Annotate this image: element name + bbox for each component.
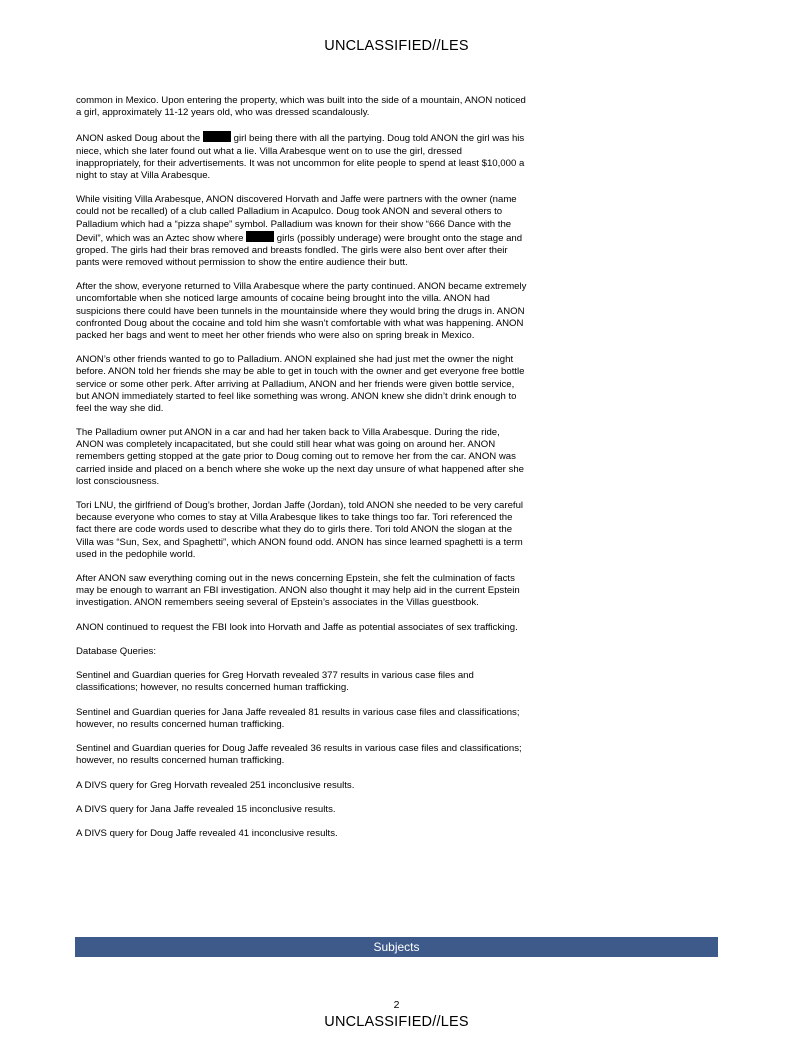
paragraph-4: After the show, everyone returned to Villa Arabesque where the party continued. ANON became extremely uncomfortable when she noticed large amounts of cocaine being brought into the villa. ANON had suspicions there could have been tunnels in the mountainside where they would bring the drugs in. ANON confronted Doug about the cocaine and told him she wasn’t comfortable with what was happening. ANON packed her bags and went to meet her other friends who were also on spring break in Mexico. (76, 281, 527, 341)
query-result-horvath-sentinel: Sentinel and Guardian queries for Greg Horvath revealed 377 results in various case files and classifications; however, no results concerned human trafficking. (76, 670, 474, 694)
classification-header: UNCLASSIFIED//LES (324, 38, 469, 54)
paragraph-2-text-a: ANON asked Doug about the (76, 133, 203, 145)
redaction-box (203, 131, 231, 142)
query-result-jana-divs: A DIVS query for Jana Jaffe revealed 15 inconclusive results. (76, 803, 336, 815)
database-queries-heading: Database Queries: (76, 645, 156, 657)
query-result-jana-sentinel: Sentinel and Guardian queries for Jana Jaffe revealed 81 results in various case files and classifications; however, no results concerned human trafficking. (76, 706, 520, 730)
query-result-horvath-divs: A DIVS query for Greg Horvath revealed 251 inconclusive results. (76, 779, 355, 791)
paragraph-9: ANON continued to request the FBI look into Horvath and Jaffe as potential associates of sex trafficking. (76, 621, 518, 633)
paragraph-1: common in Mexico. Upon entering the property, which was built into the side of a mountain, ANON noticed a girl, approximately 11-12 years old, who was dressed scandalously. (76, 95, 526, 119)
paragraph-6: The Palladium owner put ANON in a car and had her taken back to Villa Arabesque. During the ride, ANON was completely incapacitated, but she could still hear what was going on around her. ANON remembers getting stopped at the gate prior to Doug coming out to remove her from the car. ANON was carried inside and placed on a bench where she woke up the next day unsure of what happened after she lost consciousness. (76, 427, 525, 487)
document-body (76, 95, 528, 852)
paragraph-3 (76, 194, 528, 269)
classification-footer: UNCLASSIFIED//LES (324, 1014, 469, 1030)
query-result-doug-sentinel: Sentinel and Guardian queries for Doug Jaffe revealed 36 results in various case files and classifications; however, no results concerned human trafficking. (76, 743, 522, 767)
paragraph-7: Tori LNU, the girlfriend of Doug’s brother, Jordan Jaffe (Jordan), told ANON she needed to be very careful because everyone who comes to stay at Villa Arabesque likes to take things too far. Tori referenced the fact there are code words used to describe what they do to girls there. Tori told ANON the slogan at the Villa was “Sun, Sex, and Spaghetti”, which ANON found odd. ANON has since learned spaghetti is a term used in the pedophile world. (76, 500, 524, 560)
paragraph-3-text-a: While visiting Villa Arabesque, ANON discovered Horvath and Jaffe were partners with the owner (name could not be recalled) of a club called Palladium in Acapulco. Doug took ANON and several others to Palladium which had a “pizza shape” symbol. Palladium was known for their show “666 Dance with the Devil”, which was an Aztec show where (76, 194, 517, 244)
redaction-box (246, 231, 274, 242)
page-number: 2 (393, 999, 400, 1011)
paragraph-2-text-b: girl being there with all the partying. Doug told ANON the girl was his niece, which she later found out what a lie. Villa Arabesque went on to use the girl, dressed inappropriately, for their advertisements. It was not uncommon for elite people to spend at least $10,000 a night to stay at Villa Arabesque. (76, 133, 525, 181)
query-result-doug-divs: A DIVS query for Doug Jaffe revealed 41 inconclusive results. (76, 828, 338, 840)
subjects-section-header: Subjects (75, 937, 718, 957)
paragraph-5: ANON’s other friends wanted to go to Palladium. ANON explained she had just met the owner the night before. ANON told her friends she may be able to get in touch with the owner and get everyone free bottle service or some other perk. After arriving at Palladium, ANON and her friends were given bottle service, but ANON immediately started to feel like something was wrong. ANON knew she didn’t drink enough to feel the way she did. (76, 354, 525, 414)
paragraph-8: After ANON saw everything coming out in the news concerning Epstein, she felt the culmination of facts may be enough to warrant an FBI investigation. ANON also thought it may help aid in the current Epstein investigation. ANON remembers seeing several of Epstein’s associates in the Villas guestbook. (76, 572, 520, 609)
paragraph-3-text-b: girls (possibly underage) were brought onto the stage and groped. The girls had their bras removed and breasts fondled. The girls were also bent over after their pants were removed without permission to show the entire audience their butt. (76, 232, 523, 268)
paragraph-2 (76, 131, 528, 182)
